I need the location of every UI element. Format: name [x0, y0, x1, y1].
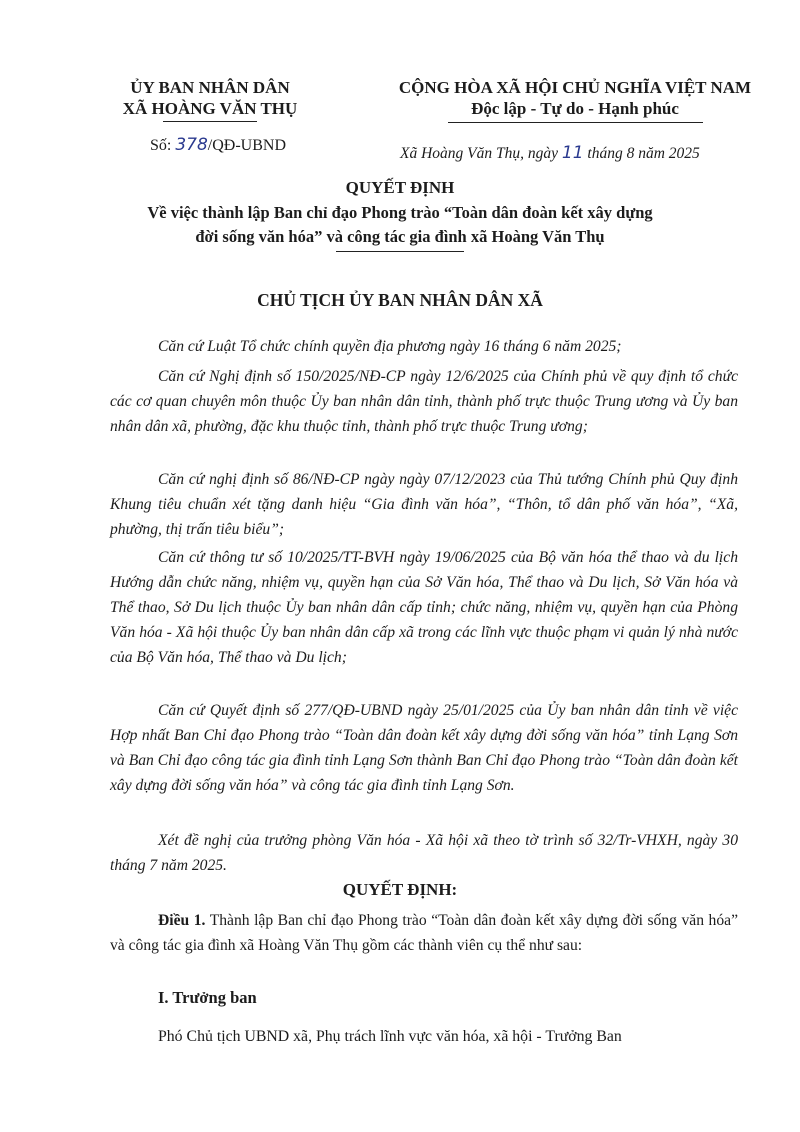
subject-underline [336, 251, 464, 252]
chair-member-line: Phó Chủ tịch UBND xã, Phụ trách lĩnh vực văn hóa, xã hội - Trưởng Ban [158, 1028, 622, 1045]
document-title: QUYẾT ĐỊNH [345, 178, 455, 197]
date-suffix: tháng 8 năm 2025 [587, 145, 700, 162]
number-suffix: /QĐ-UBND [207, 137, 287, 154]
org-name-line2: XÃ HOÀNG VĂN THỤ [122, 99, 298, 118]
handwritten-number: 378 [175, 135, 208, 155]
legal-basis-5: Căn cứ Quyết định số 277/QĐ-UBND ngày 25/01/2025 của Ủy ban nhân dân tỉnh về việc Hợp nhất Ban Chỉ đạo Phong trào “Toàn dân đoàn kết xây dựng đời sống văn hóa” tỉnh Lạng Sơn và Ban Chỉ đạo công tác gia đình tỉnh Lạng Sơn thành Ban Chỉ đạo Phong trào “Toàn dân đoàn kết xây dựng đời sống văn hóa” và công tác gia đình tỉnh Lạng Sơn. [110, 702, 738, 794]
document-number [150, 135, 286, 155]
decision-heading: QUYẾT ĐỊNH: [342, 880, 458, 899]
header-right-underline [448, 122, 703, 123]
authority-heading: CHỦ TỊCH ỦY BAN NHÂN DÂN XÃ [257, 290, 543, 310]
date-prefix: Xã Hoàng Văn Thụ, ngày [400, 145, 559, 162]
issue-date [400, 143, 700, 163]
article-1-label: Điều 1. [158, 912, 206, 929]
article-1 [110, 908, 738, 958]
issuing-authority-header [95, 77, 325, 122]
legal-basis-2: Căn cứ Nghị định số 150/2025/NĐ-CP ngày 12/6/2025 của Chính phủ về quy định tổ chức các cơ quan chuyên môn thuộc Ủy ban nhân dân tỉnh, thành phố trực thuộc Trung ương và Ủy ban nhân dân xã, phường, đặc khu thuộc tỉnh, thành phố trực thuộc Trung ương; [110, 368, 738, 435]
national-header [370, 77, 780, 123]
number-prefix: Số: [150, 137, 172, 154]
legal-basis-1: Căn cứ Luật Tổ chức chính quyền địa phương ngày 16 tháng 6 năm 2025; [158, 338, 622, 355]
org-name-line1: ỦY BAN NHÂN DÂN [130, 78, 290, 97]
document-subject [105, 201, 695, 249]
country-name: CỘNG HÒA XÃ HỘI CHỦ NGHĨA VIỆT NAM [398, 78, 752, 97]
section-heading-chair: I. Trưởng ban [158, 988, 257, 1007]
handwritten-day: 11 [561, 143, 584, 163]
subject-line-2: đời sống văn hóa” và công tác gia đình xã Hoàng Văn Thụ [195, 227, 605, 246]
header-left-underline [163, 121, 257, 122]
article-1-text: Thành lập Ban chỉ đạo Phong trào “Toàn dân đoàn kết xây dựng đời sống văn hóa” và công tác gia đình xã Hoàng Văn Thụ gồm các thành viên cụ thể như sau: [110, 912, 738, 954]
proposal-basis: Xét đề nghị của trưởng phòng Văn hóa - Xã hội xã theo tờ trình số 32/Tr-VHXH, ngày 30 tháng 7 năm 2025. [110, 832, 738, 874]
country-motto: Độc lập - Tự do - Hạnh phúc [471, 99, 679, 118]
legal-basis-3: Căn cứ nghị định số 86/NĐ-CP ngày ngày 07/12/2023 của Thủ tướng Chính phủ Quy định Khung tiêu chuẩn xét tặng danh hiệu “Gia đình văn hóa”, “Thôn, tổ dân phố văn hóa”, “Xã, phường, thị trấn tiêu biểu”; [110, 471, 738, 538]
subject-line-1: Về việc thành lập Ban chỉ đạo Phong trào “Toàn dân đoàn kết xây dựng [147, 203, 653, 222]
legal-basis-4: Căn cứ thông tư số 10/2025/TT-BVH ngày 19/06/2025 của Bộ văn hóa thể thao và du lịch Hướng dẫn chức năng, nhiệm vụ, quyền hạn của Sở Văn hóa, Thể thao và Du lịch, Sở Văn hóa và Thể thao, Sở Du lịch thuộc Ủy ban nhân dân cấp tỉnh; chức năng, nhiệm vụ, quyền hạn của Phòng Văn hóa - Xã hội thuộc Ủy ban nhân dân cấp xã trong các lĩnh vực thuộc phạm vi quản lý nhà nước của Bộ Văn hóa, Thể thao và Du lịch; [110, 549, 738, 666]
